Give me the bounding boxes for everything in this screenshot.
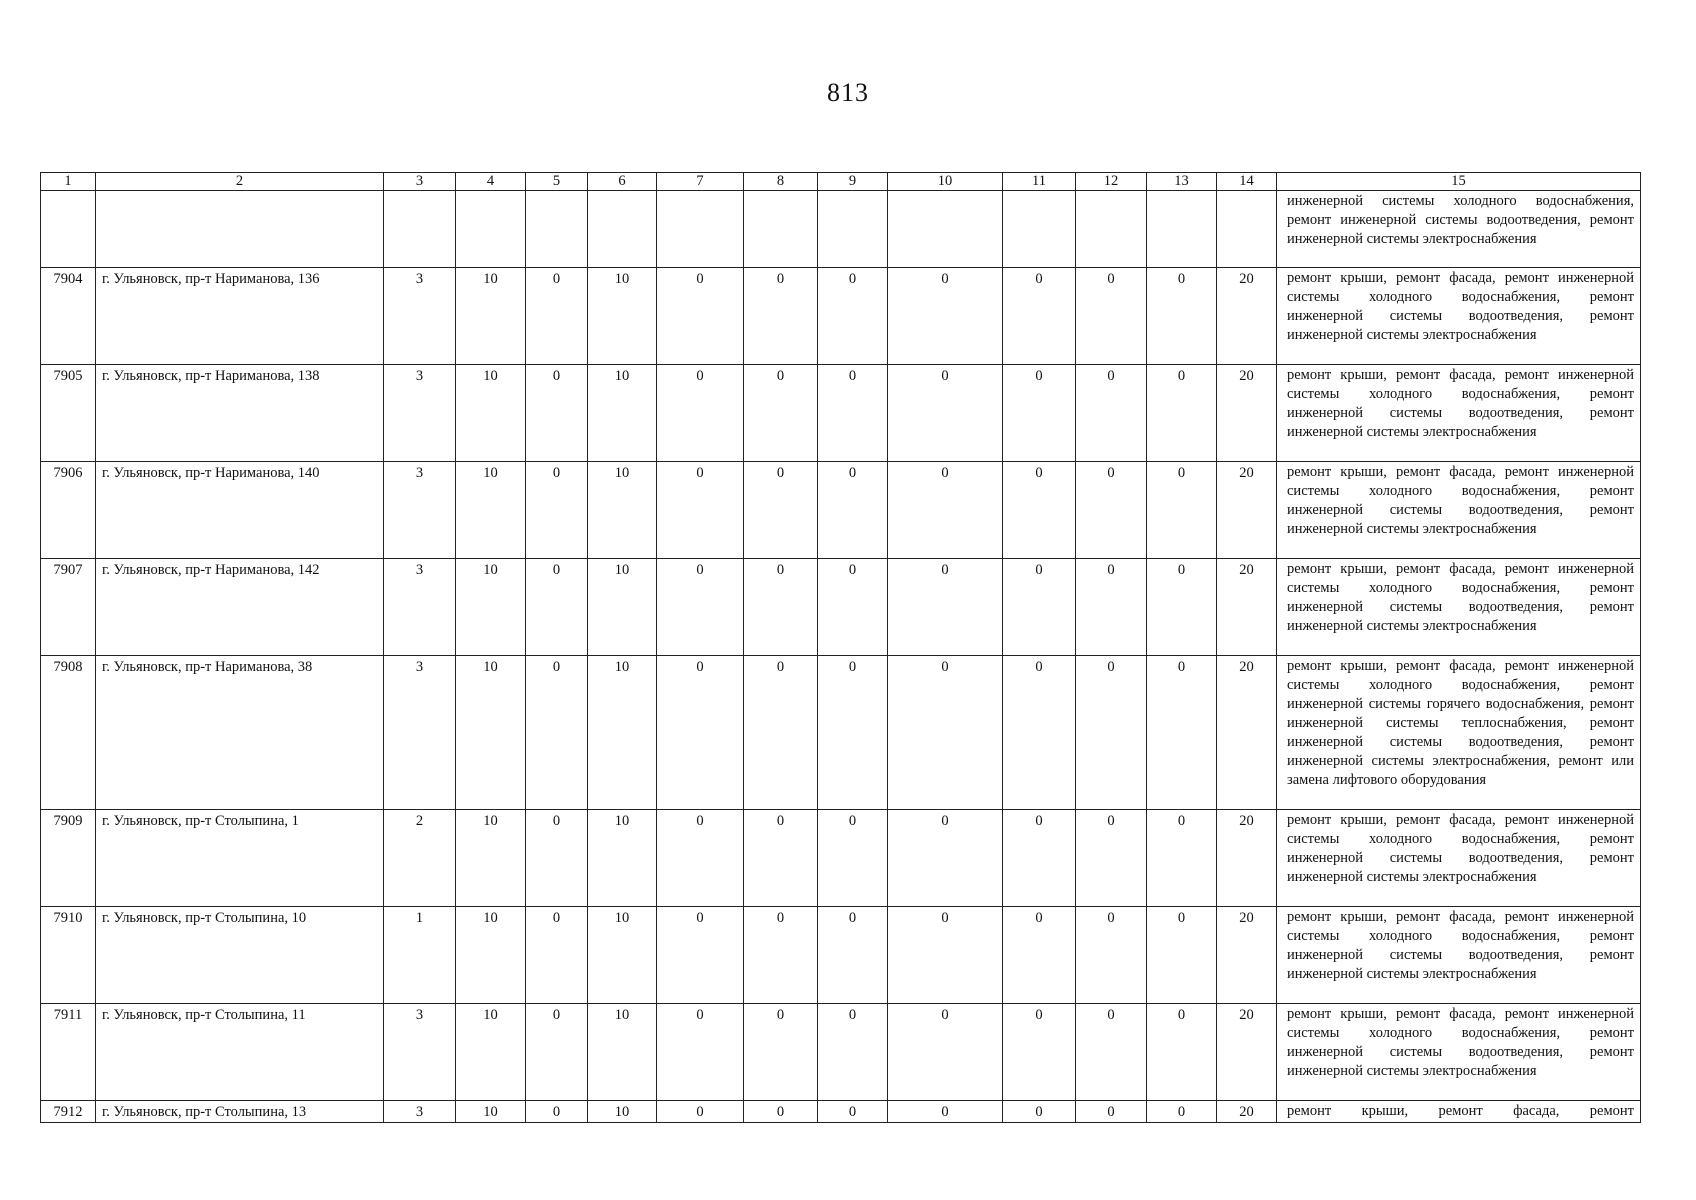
table-row [41,1004,1641,1101]
value-cell-c7: 0 [657,268,744,365]
value-cell-c12: 0 [1076,810,1147,907]
value-cell-c5: 0 [526,907,588,1004]
row-number: 7907 [41,559,96,656]
value-cell-c4: 10 [456,1101,526,1123]
value-cell-c5: 0 [526,365,588,462]
value-cell-c8: 0 [744,268,818,365]
value-cell-c8: 0 [744,810,818,907]
table-row [41,1101,1641,1123]
value-cell-c14: 20 [1217,268,1277,365]
table-row [41,462,1641,559]
work-description: ремонт крыши, ремонт фасада, ремонт инженерной системы холодного водоснабжения, ремонт инженерной системы водоотведения, ремонт инженерной системы электроснабжения [1277,462,1641,559]
cell-empty [96,191,384,268]
value-cell-c7: 0 [657,656,744,810]
work-description: ремонт крыши, ремонт фасада, ремонт [1277,1101,1641,1123]
value-cell-c4: 10 [456,907,526,1004]
address-cell: г. Ульяновск, пр-т Столыпина, 10 [96,907,384,1004]
value-cell-c3: 3 [384,559,456,656]
cell-empty [888,191,1003,268]
value-cell-c8: 0 [744,559,818,656]
address-cell: г. Ульяновск, пр-т Нариманова, 38 [96,656,384,810]
column-header-13: 13 [1147,173,1217,191]
work-description: ремонт крыши, ремонт фасада, ремонт инженерной системы холодного водоснабжения, ремонт инженерной системы водоотведения, ремонт инженерной системы электроснабжения [1277,810,1641,907]
value-cell-c11: 0 [1003,1101,1076,1123]
column-header-11: 11 [1003,173,1076,191]
row-number: 7910 [41,907,96,1004]
value-cell-c14: 20 [1217,1101,1277,1123]
column-header-2: 2 [96,173,384,191]
cell-empty [1217,191,1277,268]
value-cell-c7: 0 [657,559,744,656]
value-cell-c10: 0 [888,656,1003,810]
row-number: 7909 [41,810,96,907]
table-row [41,365,1641,462]
column-header-6: 6 [588,173,657,191]
value-cell-c6: 10 [588,365,657,462]
address-cell: г. Ульяновск, пр-т Нариманова, 136 [96,268,384,365]
value-cell-c13: 0 [1147,268,1217,365]
value-cell-c10: 0 [888,1004,1003,1101]
value-cell-c9: 0 [818,810,888,907]
value-cell-c3: 3 [384,462,456,559]
cell-empty [657,191,744,268]
value-cell-c14: 20 [1217,656,1277,810]
value-cell-c13: 0 [1147,462,1217,559]
cell-empty [384,191,456,268]
value-cell-c3: 3 [384,365,456,462]
row-number: 7911 [41,1004,96,1101]
cell-empty [526,191,588,268]
value-cell-c7: 0 [657,810,744,907]
row-number: 7906 [41,462,96,559]
value-cell-c4: 10 [456,365,526,462]
value-cell-c4: 10 [456,559,526,656]
value-cell-c5: 0 [526,810,588,907]
value-cell-c11: 0 [1003,656,1076,810]
column-header-14: 14 [1217,173,1277,191]
value-cell-c14: 20 [1217,462,1277,559]
value-cell-c14: 20 [1217,907,1277,1004]
address-cell: г. Ульяновск, пр-т Нариманова, 142 [96,559,384,656]
cell-empty [456,191,526,268]
value-cell-c12: 0 [1076,559,1147,656]
work-description: ремонт крыши, ремонт фасада, ремонт инженерной системы холодного водоснабжения, ремонт инженерной системы водоотведения, ремонт инженерной системы электроснабжения [1277,907,1641,1004]
row-number: 7905 [41,365,96,462]
value-cell-c3: 2 [384,810,456,907]
address-cell: г. Ульяновск, пр-т Столыпина, 1 [96,810,384,907]
work-description: ремонт крыши, ремонт фасада, ремонт инженерной системы холодного водоснабжения, ремонт инженерной системы водоотведения, ремонт инженерной системы электроснабжения [1277,559,1641,656]
value-cell-c5: 0 [526,1101,588,1123]
row-number: 7908 [41,656,96,810]
value-cell-c3: 3 [384,1101,456,1123]
value-cell-c12: 0 [1076,462,1147,559]
value-cell-c14: 20 [1217,1004,1277,1101]
column-header-1: 1 [41,173,96,191]
value-cell-c5: 0 [526,462,588,559]
value-cell-c14: 20 [1217,810,1277,907]
cell-empty [1076,191,1147,268]
value-cell-c9: 0 [818,907,888,1004]
value-cell-c10: 0 [888,462,1003,559]
value-cell-c10: 0 [888,810,1003,907]
row-number: 7912 [41,1101,96,1123]
value-cell-c7: 0 [657,1101,744,1123]
value-cell-c5: 0 [526,268,588,365]
value-cell-c13: 0 [1147,1101,1217,1123]
table-row [41,907,1641,1004]
value-cell-c3: 3 [384,656,456,810]
cell-empty [1003,191,1076,268]
work-description: инженерной системы холодного водоснабжения, ремонт инженерной системы водоотведения, ремонт инженерной системы электроснабжения [1277,191,1641,268]
address-cell: г. Ульяновск, пр-т Столыпина, 13 [96,1101,384,1123]
value-cell-c6: 10 [588,810,657,907]
table-row [41,656,1641,810]
column-header-12: 12 [1076,173,1147,191]
value-cell-c5: 0 [526,656,588,810]
value-cell-c11: 0 [1003,462,1076,559]
value-cell-c7: 0 [657,365,744,462]
cell-empty [1147,191,1217,268]
continuation-row [41,191,1641,268]
value-cell-c4: 10 [456,462,526,559]
cell-empty [41,191,96,268]
value-cell-c9: 0 [818,1101,888,1123]
value-cell-c3: 3 [384,268,456,365]
value-cell-c6: 10 [588,1101,657,1123]
value-cell-c8: 0 [744,462,818,559]
value-cell-c11: 0 [1003,810,1076,907]
value-cell-c8: 0 [744,1004,818,1101]
value-cell-c14: 20 [1217,365,1277,462]
column-header-10: 10 [888,173,1003,191]
value-cell-c10: 0 [888,1101,1003,1123]
cell-empty [588,191,657,268]
value-cell-c12: 0 [1076,656,1147,810]
value-cell-c10: 0 [888,907,1003,1004]
value-cell-c7: 0 [657,907,744,1004]
value-cell-c4: 10 [456,656,526,810]
table-row [41,268,1641,365]
address-cell: г. Ульяновск, пр-т Нариманова, 138 [96,365,384,462]
column-header-15: 15 [1277,173,1641,191]
value-cell-c8: 0 [744,365,818,462]
value-cell-c14: 20 [1217,559,1277,656]
value-cell-c8: 0 [744,907,818,1004]
value-cell-c6: 10 [588,656,657,810]
value-cell-c7: 0 [657,462,744,559]
value-cell-c13: 0 [1147,559,1217,656]
value-cell-c4: 10 [456,268,526,365]
value-cell-c8: 0 [744,1101,818,1123]
cell-empty [744,191,818,268]
value-cell-c13: 0 [1147,656,1217,810]
table-row [41,559,1641,656]
value-cell-c11: 0 [1003,365,1076,462]
value-cell-c6: 10 [588,462,657,559]
column-header-7: 7 [657,173,744,191]
value-cell-c6: 10 [588,1004,657,1101]
value-cell-c12: 0 [1076,907,1147,1004]
work-description: ремонт крыши, ремонт фасада, ремонт инженерной системы холодного водоснабжения, ремонт инженерной системы водоотведения, ремонт инженерной системы электроснабжения [1277,1004,1641,1101]
value-cell-c6: 10 [588,907,657,1004]
value-cell-c11: 0 [1003,907,1076,1004]
value-cell-c6: 10 [588,268,657,365]
value-cell-c11: 0 [1003,268,1076,365]
column-header-3: 3 [384,173,456,191]
value-cell-c10: 0 [888,365,1003,462]
repair-schedule-table [40,172,1641,1123]
value-cell-c5: 0 [526,559,588,656]
value-cell-c9: 0 [818,365,888,462]
value-cell-c3: 1 [384,907,456,1004]
address-cell: г. Ульяновск, пр-т Нариманова, 140 [96,462,384,559]
work-description: ремонт крыши, ремонт фасада, ремонт инженерной системы холодного водоснабжения, ремонт инженерной системы водоотведения, ремонт инженерной системы электроснабжения [1277,268,1641,365]
value-cell-c11: 0 [1003,559,1076,656]
value-cell-c11: 0 [1003,1004,1076,1101]
value-cell-c13: 0 [1147,810,1217,907]
value-cell-c4: 10 [456,1004,526,1101]
address-cell: г. Ульяновск, пр-т Столыпина, 11 [96,1004,384,1101]
value-cell-c3: 3 [384,1004,456,1101]
table-body [41,191,1641,1123]
cell-empty [818,191,888,268]
value-cell-c10: 0 [888,268,1003,365]
table-row [41,810,1641,907]
value-cell-c12: 0 [1076,365,1147,462]
value-cell-c5: 0 [526,1004,588,1101]
value-cell-c13: 0 [1147,365,1217,462]
value-cell-c13: 0 [1147,907,1217,1004]
value-cell-c12: 0 [1076,1101,1147,1123]
value-cell-c9: 0 [818,462,888,559]
column-header-9: 9 [818,173,888,191]
value-cell-c9: 0 [818,1004,888,1101]
value-cell-c13: 0 [1147,1004,1217,1101]
value-cell-c4: 10 [456,810,526,907]
column-header-5: 5 [526,173,588,191]
column-number-row [41,173,1641,191]
column-header-8: 8 [744,173,818,191]
value-cell-c7: 0 [657,1004,744,1101]
value-cell-c8: 0 [744,656,818,810]
value-cell-c12: 0 [1076,1004,1147,1101]
work-description: ремонт крыши, ремонт фасада, ремонт инженерной системы холодного водоснабжения, ремонт инженерной системы водоотведения, ремонт инженерной системы электроснабжения [1277,365,1641,462]
value-cell-c6: 10 [588,559,657,656]
value-cell-c9: 0 [818,656,888,810]
value-cell-c9: 0 [818,559,888,656]
page-number: 813 [827,78,869,107]
value-cell-c9: 0 [818,268,888,365]
column-header-4: 4 [456,173,526,191]
row-number: 7904 [41,268,96,365]
value-cell-c12: 0 [1076,268,1147,365]
value-cell-c10: 0 [888,559,1003,656]
work-description: ремонт крыши, ремонт фасада, ремонт инженерной системы холодного водоснабжения, ремонт инженерной системы горячего водоснабжения, ремонт инженерной системы теплоснабжения, ремонт инженерной системы водоотведения, ремонт инженерной системы электроснабжения, ремонт или замена лифтового оборудования [1277,656,1641,810]
